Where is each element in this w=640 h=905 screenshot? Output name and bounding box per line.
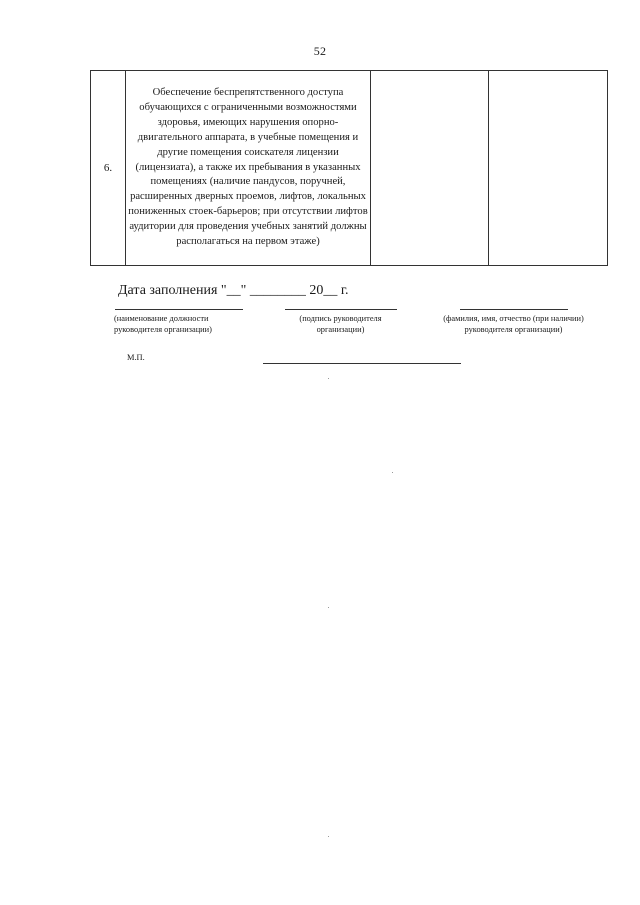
page-number: 52 <box>313 44 327 58</box>
full-name-block <box>426 309 601 335</box>
requirement-description-cell: Обеспечение беспрепятственного доступа обучающихся с ограниченными возможностями здоровья, имеющих нарушения опорно-двигательного аппарата, в учебные помещения и другие помещения соискателя лицензии (лицензиата), а также их пребывания в указанных помещениях (наличие пандусов, поручней, расширенных дверных проемов, лифтов, локальных пониженных стоек-барьеров; при отсутствии лифтов аудитории для проведения учебных занятий должны располагаться на первом этаже) <box>126 71 371 266</box>
stamp-place-label: М.П. <box>127 353 145 362</box>
scan-speck <box>328 607 329 608</box>
fill-date-line: Дата заполнения "__" ________ 20__ г. <box>118 283 349 298</box>
signature-underline <box>285 309 397 310</box>
signature-caption: (подпись руководителя организации) <box>299 314 382 334</box>
requirements-table <box>90 70 608 266</box>
scan-speck <box>392 472 393 473</box>
position-signature-block <box>114 309 244 335</box>
scan-speck <box>328 836 329 837</box>
signature-block <box>283 309 398 335</box>
bottom-divider-line <box>263 363 461 364</box>
empty-column-3-cell <box>371 71 489 266</box>
scan-speck <box>328 378 329 379</box>
full-name-underline <box>460 309 568 310</box>
row-number-cell: 6. <box>91 71 126 266</box>
position-caption: (наименование должности руководителя организации) <box>114 314 212 334</box>
empty-column-4-cell <box>489 71 608 266</box>
position-underline <box>115 309 243 310</box>
full-name-caption: (фамилия, имя, отчество (при наличии) руководителя организации) <box>443 314 584 334</box>
table-row <box>91 71 608 266</box>
